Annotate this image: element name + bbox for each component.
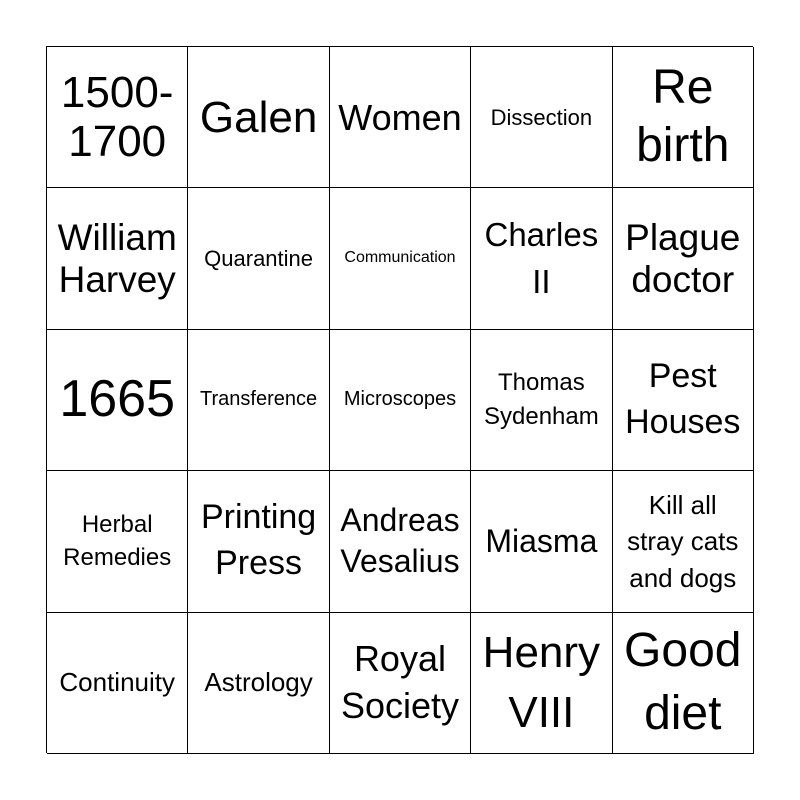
cell-label: Astrology xyxy=(204,666,313,697)
cell-label: 1665 xyxy=(59,370,176,429)
cell-label: Printing Press xyxy=(200,498,317,583)
bingo-cell-r5c2[interactable] xyxy=(188,613,329,754)
bingo-cell-r4c5[interactable] xyxy=(613,471,754,612)
cell-label: Galen xyxy=(199,92,318,142)
bingo-cell-r5c3[interactable] xyxy=(330,613,471,754)
cell-label: Charles II xyxy=(484,216,599,300)
cell-label: 1500- 1700 xyxy=(60,67,174,167)
cell-label: Kill all stray cats and dogs xyxy=(627,489,739,593)
bingo-cell-r3c1[interactable] xyxy=(47,330,188,471)
cell-label: Pest Houses xyxy=(625,357,741,441)
cell-label: Herbal Remedies xyxy=(63,510,172,572)
bingo-cell-r4c2[interactable] xyxy=(188,471,329,612)
cell-label: Plague doctor xyxy=(625,217,741,300)
bingo-cell-r1c4[interactable] xyxy=(471,47,612,188)
cell-label: William Harvey xyxy=(57,217,177,300)
cell-label: Transference xyxy=(200,388,318,411)
cell-label: Good diet xyxy=(624,624,742,740)
bingo-cell-r2c2[interactable] xyxy=(188,188,329,329)
cell-label: Women xyxy=(338,96,462,138)
cell-label: Thomas Sydenham xyxy=(483,369,599,430)
cell-label: Continuity xyxy=(59,666,175,697)
bingo-cell-r4c4[interactable] xyxy=(471,471,612,612)
cell-label: Miasma xyxy=(485,522,598,559)
cell-label: Re birth xyxy=(636,60,730,173)
cell-label: Henry VIII xyxy=(482,628,601,737)
bingo-cell-r5c1[interactable] xyxy=(47,613,188,754)
cell-label: Quarantine xyxy=(204,245,314,271)
bingo-cell-r1c5[interactable] xyxy=(613,47,754,188)
bingo-cell-r2c3[interactable] xyxy=(330,188,471,329)
cell-label: Microscopes xyxy=(343,388,457,411)
bingo-board xyxy=(46,46,753,753)
bingo-cell-r1c3[interactable] xyxy=(330,47,471,188)
bingo-cell-r1c2[interactable] xyxy=(188,47,329,188)
bingo-cell-r3c5[interactable] xyxy=(613,330,754,471)
bingo-cell-r1c1[interactable] xyxy=(47,47,188,188)
bingo-cell-r3c3[interactable] xyxy=(330,330,471,471)
bingo-cell-r4c3[interactable] xyxy=(330,471,471,612)
bingo-cell-r3c2[interactable] xyxy=(188,330,329,471)
bingo-cell-r2c5[interactable] xyxy=(613,188,754,329)
cell-label: Andreas Vesalius xyxy=(340,501,460,580)
cell-label: Royal Society xyxy=(340,637,459,726)
bingo-cell-r2c4[interactable] xyxy=(471,188,612,329)
bingo-cell-r5c5[interactable] xyxy=(613,613,754,754)
bingo-cell-r5c4[interactable] xyxy=(471,613,612,754)
cell-label: Communication xyxy=(344,249,456,267)
bingo-cell-r2c1[interactable] xyxy=(47,188,188,329)
cell-label: Dissection xyxy=(490,104,593,130)
bingo-cell-r3c4[interactable] xyxy=(471,330,612,471)
bingo-cell-r4c1[interactable] xyxy=(47,471,188,612)
